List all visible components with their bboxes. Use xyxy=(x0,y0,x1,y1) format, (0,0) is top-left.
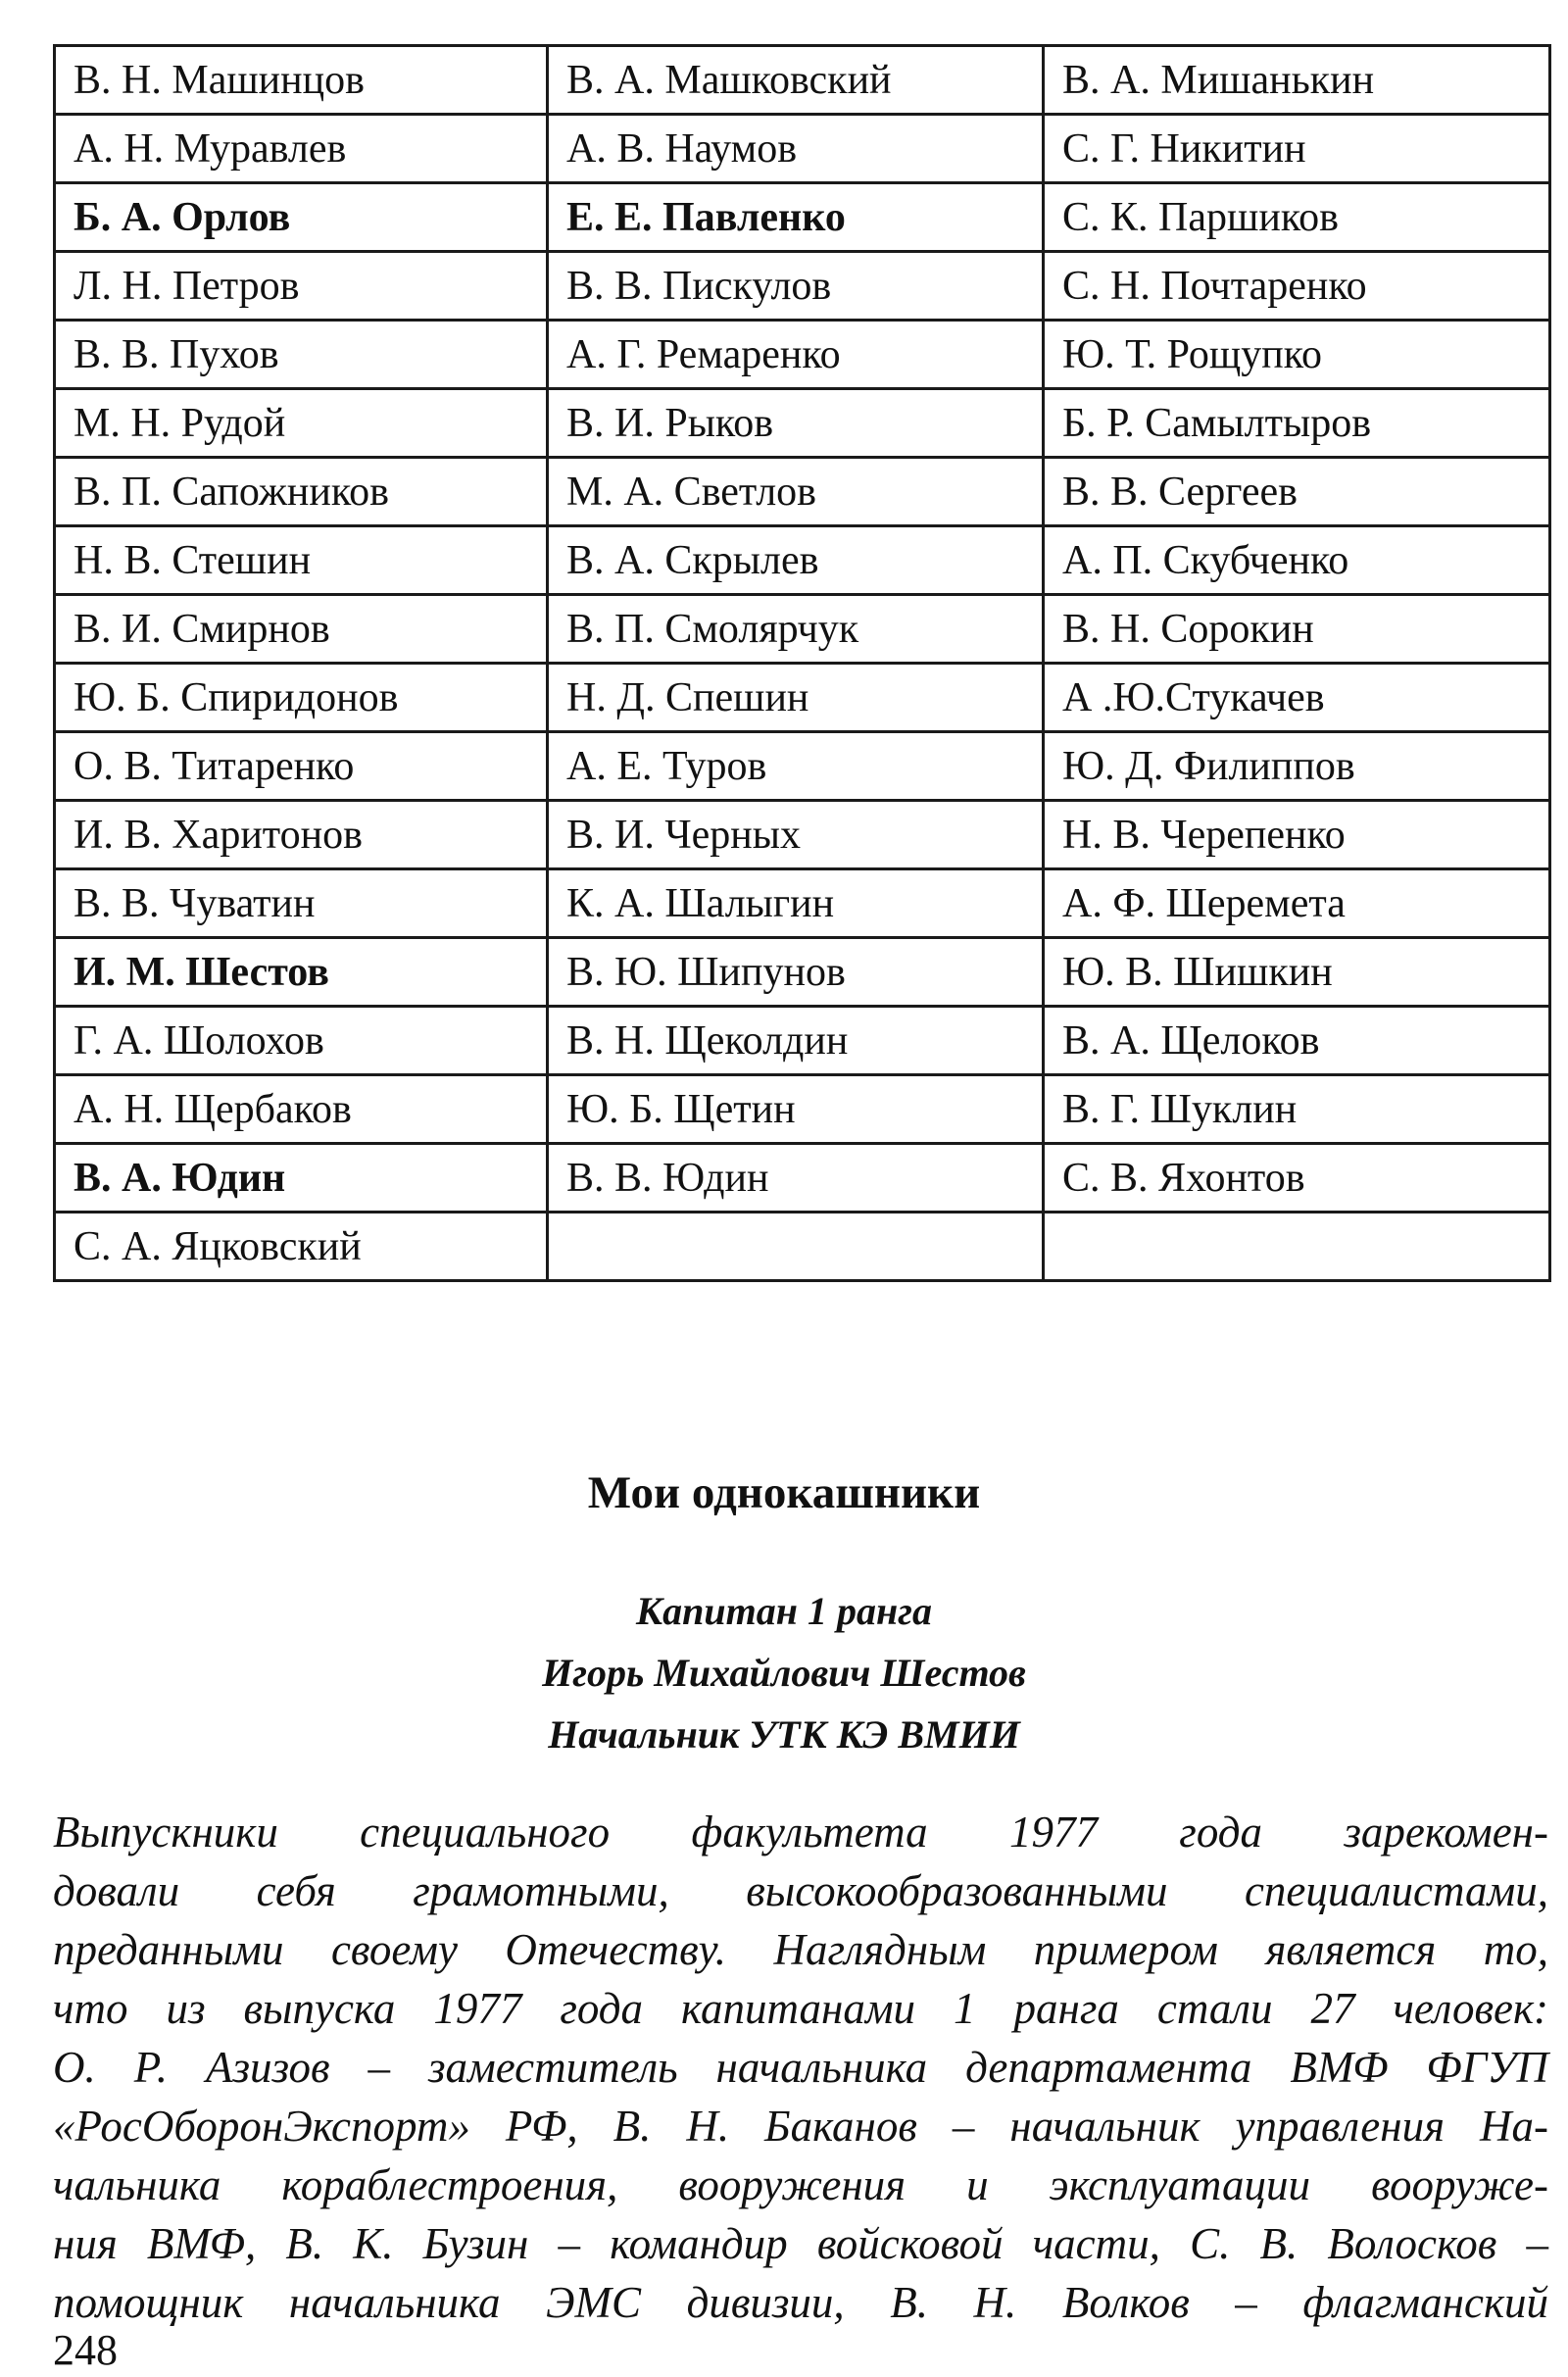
name-cell: К. А. Шалыгин xyxy=(548,869,1044,938)
name-cell: С. А. Яцковский xyxy=(55,1213,548,1281)
name-cell: В. В. Пухов xyxy=(55,321,548,389)
name-cell: В. П. Смолярчук xyxy=(548,595,1044,664)
name-cell: А .Ю.Стукачев xyxy=(1044,664,1550,732)
name-cell: С. В. Яхонтов xyxy=(1044,1144,1550,1213)
name-cell: А. Е. Туров xyxy=(548,732,1044,801)
name-cell: Г. А. Шолохов xyxy=(55,1007,548,1075)
name-cell: В. А. Скрылев xyxy=(548,526,1044,595)
name-cell: Н. В. Стешин xyxy=(55,526,548,595)
name-cell: С. К. Паршиков xyxy=(1044,183,1550,252)
table-row xyxy=(55,526,1550,595)
body-line: что из выпуска 1977 года капитанами 1 ранга стали 27 человек: xyxy=(53,1984,1548,2033)
name-cell: В. П. Сапожников xyxy=(55,458,548,526)
table-row xyxy=(55,801,1550,869)
name-cell: Л. Н. Петров xyxy=(55,252,548,321)
table-row xyxy=(55,115,1550,183)
name-cell: В. И. Черных xyxy=(548,801,1044,869)
name-cell: В. А. Юдин xyxy=(55,1144,548,1213)
name-cell: В. Г. Шуклин xyxy=(1044,1075,1550,1144)
name-cell: А. Г. Ремаренко xyxy=(548,321,1044,389)
name-cell: О. В. Титаренко xyxy=(55,732,548,801)
name-cell: В. Н. Щеколдин xyxy=(548,1007,1044,1075)
table-row xyxy=(55,458,1550,526)
body-line: довали себя грамотными, высокообразованными специалистами, xyxy=(53,1866,1548,1915)
name-cell: А. В. Наумов xyxy=(548,115,1044,183)
table-row xyxy=(55,1075,1550,1144)
table-row xyxy=(55,664,1550,732)
name-cell: Ю. Б. Спиридонов xyxy=(55,664,548,732)
name-cell: А. Ф. Шеремета xyxy=(1044,869,1550,938)
name-cell: В. А. Машковский xyxy=(548,46,1044,115)
table-row xyxy=(55,183,1550,252)
table-row xyxy=(55,595,1550,664)
table-row xyxy=(55,938,1550,1007)
name-cell: В. И. Рыков xyxy=(548,389,1044,458)
table-row xyxy=(55,1007,1550,1075)
table-row xyxy=(55,321,1550,389)
body-line: чальника кораблестроения, вооружения и эксплуатации вооруже- xyxy=(53,2160,1548,2209)
name-cell: Ю. Д. Филиппов xyxy=(1044,732,1550,801)
name-cell: В. В. Юдин xyxy=(548,1144,1044,1213)
table-row xyxy=(55,869,1550,938)
names-table xyxy=(53,44,1551,1282)
name-cell: Н. Д. Спешин xyxy=(548,664,1044,732)
table-row xyxy=(55,1213,1550,1281)
name-cell: Е. Е. Павленко xyxy=(548,183,1044,252)
name-cell: А. П. Скубченко xyxy=(1044,526,1550,595)
table-row xyxy=(55,1144,1550,1213)
table-row xyxy=(55,46,1550,115)
name-cell: В. А. Мишанькин xyxy=(1044,46,1550,115)
name-cell: С. Г. Никитин xyxy=(1044,115,1550,183)
body-line: преданными своему Отечеству. Наглядным примером является то, xyxy=(53,1925,1548,1974)
name-cell: В. В. Пискулов xyxy=(548,252,1044,321)
name-cell xyxy=(1044,1213,1550,1281)
name-cell: И. М. Шестов xyxy=(55,938,548,1007)
name-cell: А. Н. Муравлев xyxy=(55,115,548,183)
name-cell: Ю. В. Шишкин xyxy=(1044,938,1550,1007)
name-cell: Н. В. Черепенко xyxy=(1044,801,1550,869)
name-cell: В. Н. Машинцов xyxy=(55,46,548,115)
body-line: помощник начальника ЭМС дивизии, В. Н. Волков – флагманский xyxy=(53,2278,1548,2327)
name-cell: Ю. Т. Рощупко xyxy=(1044,321,1550,389)
byline-author-name: Игорь Михайлович Шестов xyxy=(542,1651,1026,1695)
name-cell: В. И. Смирнов xyxy=(55,595,548,664)
page-number: 248 xyxy=(53,2326,118,2374)
name-cell: И. В. Харитонов xyxy=(55,801,548,869)
name-cell: Б. Р. Самылтыров xyxy=(1044,389,1550,458)
byline-rank: Капитан 1 ранга xyxy=(636,1589,932,1633)
name-cell: В. В. Сергеев xyxy=(1044,458,1550,526)
name-cell xyxy=(548,1213,1044,1281)
name-cell: М. Н. Рудой xyxy=(55,389,548,458)
body-line: Выпускники специального факультета 1977 года зарекомен- xyxy=(53,1808,1548,1857)
name-cell: В. В. Чуватин xyxy=(55,869,548,938)
body-line: «РосОборонЭкспорт» РФ, В. Н. Баканов – начальник управления На- xyxy=(53,2102,1548,2151)
name-cell: В. Н. Сорокин xyxy=(1044,595,1550,664)
name-cell: М. А. Светлов xyxy=(548,458,1044,526)
name-cell: В. Ю. Шипунов xyxy=(548,938,1044,1007)
name-cell: С. Н. Почтаренко xyxy=(1044,252,1550,321)
name-cell: Б. А. Орлов xyxy=(55,183,548,252)
name-cell: А. Н. Щербаков xyxy=(55,1075,548,1144)
body-line: О. Р. Азизов – заместитель начальника департамента ВМФ ФГУП xyxy=(53,2043,1548,2092)
table-row xyxy=(55,732,1550,801)
name-cell: В. А. Щелоков xyxy=(1044,1007,1550,1075)
table-row xyxy=(55,389,1550,458)
byline-position: Начальник УТК КЭ ВМИИ xyxy=(548,1712,1020,1757)
section-title: Мои однокашники xyxy=(587,1467,981,1518)
name-cell: Ю. Б. Щетин xyxy=(548,1075,1044,1144)
table-row xyxy=(55,252,1550,321)
body-line: ния ВМФ, В. К. Бузин – командир войсковой части, С. В. Волосков – xyxy=(53,2219,1548,2268)
names-table-body xyxy=(55,46,1550,1281)
